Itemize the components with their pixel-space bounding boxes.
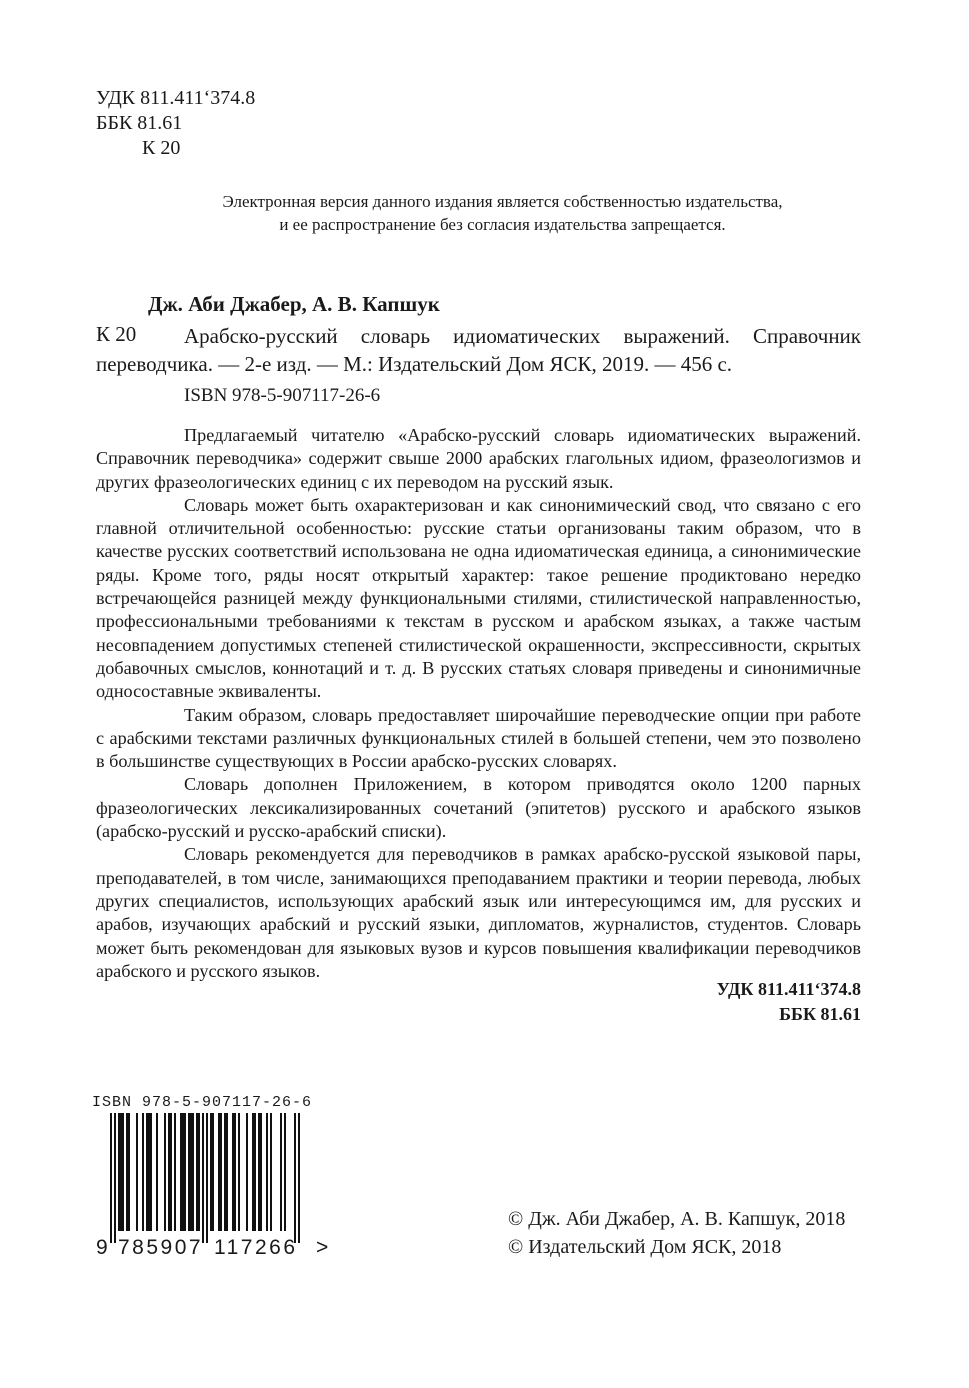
barcode-bar [218, 1113, 220, 1231]
barcode-bar [252, 1113, 254, 1231]
barcode-quiet-mark: > [316, 1236, 329, 1259]
barcode-bar [226, 1113, 228, 1231]
barcode-bar [156, 1113, 158, 1231]
barcode-guard-bar [114, 1113, 116, 1243]
barcode-bar [168, 1113, 170, 1231]
classification-bottom [600, 977, 861, 1027]
barcode-isbn-text: ISBN 978-5-907117-26-6 [92, 1094, 313, 1111]
udk-code-bottom: УДК 811.411‘374.8 [716, 979, 861, 999]
barcode-bar [128, 1113, 130, 1231]
notice-line-1: Электронная версия данного издания является собственностью издательства, [222, 192, 783, 211]
barcode-bar [190, 1113, 192, 1231]
barcode-bar [198, 1113, 200, 1231]
barcode-bar [146, 1113, 148, 1231]
annotation-paragraph: Словарь дополнен Приложением, в котором приводятся около 1200 парных фразеологических лексикализированных сочетаний (эпитетов) русского и арабского языков (арабско-русский и русско-арабский списки). [96, 774, 861, 842]
isbn-line: ISBN 978-5-907117-26-6 [184, 385, 381, 406]
author-mark: К 20 [142, 137, 181, 159]
barcode-bar [238, 1113, 240, 1231]
authors-heading: Дж. Аби Джабер, А. В. Капшук [148, 292, 440, 316]
barcode-lead-digit: 9 [96, 1236, 108, 1259]
barcode-bar [174, 1113, 176, 1231]
barcode-bar [148, 1113, 150, 1231]
barcode-bar [118, 1113, 120, 1231]
barcode-guard-bar [298, 1113, 300, 1243]
bibliographic-title: Арабско-русский словарь идиоматических выражений. Справочник переводчика. — 2-е изд. — М.: Издательский Дом ЯСК, 2019. — 456 с. [96, 324, 861, 376]
barcode-bar [266, 1113, 268, 1231]
barcode-bar [192, 1113, 194, 1231]
barcode-bar [164, 1113, 166, 1231]
barcode-guard-bar [110, 1113, 112, 1243]
annotation-paragraph: Словарь рекомендуется для переводчиков в рамках арабско-русской языковой пары, преподавателей, в том числе, занимающихся преподаванием практики и теории перевода, любых других специалистов, использующих арабский язык или интересующимся им, для русских и арабов, изучающих арабский и русский языки, дипломатов, журналистов, студентов. Словарь может быть рекомендован для языковых вузов и курсов повышения квалификации переводчиков арабского и русского языков. [96, 844, 861, 981]
copyright-block [508, 1205, 845, 1261]
barcode-bar [142, 1113, 144, 1231]
barcode-right-group: 117266 [214, 1236, 298, 1259]
copyright-notice [150, 190, 855, 236]
barcode-bar [184, 1113, 186, 1231]
classification-block [96, 86, 255, 161]
annotation-paragraph: Словарь может быть охарактеризован и как синонимический свод, что связано с его главной отличительной особенностью: русские статьи организованы таким образом, что в качестве русских соответствий использована не одна идиоматическая единица, а синонимические ряды. Кроме того, ряды носят открытый характер: такое решение продиктовано нередко встречающейся разницей между функциональными стилями, стилистической направленностью, профессиональными требованиями к текстам в русском и арабском языках, а также частым несовпадением допустимых степеней стилистической окрашенности, экспрессивности, скрытых добавочных смыслов, коннотаций и т. д. В русских статьях словаря приведены и синонимичные односоставные эквиваленты. [96, 494, 861, 702]
bbk-code-bottom: ББК 81.61 [779, 1004, 861, 1024]
annotation-paragraph: Предлагаемый читателю «Арабско-русский словарь идиоматических выражений. Справочник переводчика» содержит свыше 2000 арабских глагольных идиом, фразеологизмов и других фразеологических единиц с их переводом на русский язык. [96, 425, 861, 492]
barcode-bar [270, 1113, 272, 1231]
barcode-guard-bar [206, 1113, 208, 1243]
barcode-bar [196, 1113, 198, 1231]
barcode-bar [280, 1113, 282, 1231]
barcode-bar [224, 1113, 226, 1231]
barcode-bar [210, 1113, 212, 1231]
barcode-bar [188, 1113, 190, 1231]
barcode-bar [120, 1113, 122, 1231]
barcode-bar [234, 1113, 236, 1231]
barcode-guard-bar [294, 1113, 296, 1243]
barcode-guard-bar [202, 1113, 204, 1243]
barcode-bar [246, 1113, 248, 1231]
record-code: К 20 [96, 322, 137, 346]
barcode-bar [220, 1113, 222, 1231]
barcode-bar [260, 1113, 262, 1231]
isbn-barcode [92, 1113, 320, 1243]
udk-code: УДК 811.411‘374.8 [96, 87, 256, 109]
barcode-bar [126, 1113, 128, 1231]
barcode-bar [180, 1113, 182, 1231]
barcode-bar [170, 1113, 172, 1231]
barcode-bar [150, 1113, 152, 1231]
bbk-code: ББК 81.61 [96, 112, 183, 134]
annotation-paragraph: Таким образом, словарь предоставляет широчайшие переводческие опции при работе с арабскими текстами различных функциональных стилей в большей степени, чем это позволено в большинстве существующих в России арабско-русских словарях. [96, 704, 861, 772]
notice-line-2: и ее распространение без согласия издательства запрещается. [279, 215, 726, 234]
barcode-bar [182, 1113, 184, 1231]
barcode-left-group: 785907 [118, 1236, 204, 1259]
copyright-publisher: © Издательский Дом ЯСК, 2018 [508, 1236, 782, 1258]
barcode-bar [122, 1113, 124, 1231]
barcode-bar [212, 1113, 214, 1231]
barcode-bar [258, 1113, 260, 1231]
copyright-authors: © Дж. Аби Джабер, А. В. Капшук, 2018 [508, 1208, 846, 1230]
barcode-bar [136, 1113, 138, 1231]
annotation [96, 424, 861, 983]
barcode-bar [284, 1113, 286, 1231]
barcode-bar [254, 1113, 256, 1231]
barcode-bar [232, 1113, 234, 1231]
